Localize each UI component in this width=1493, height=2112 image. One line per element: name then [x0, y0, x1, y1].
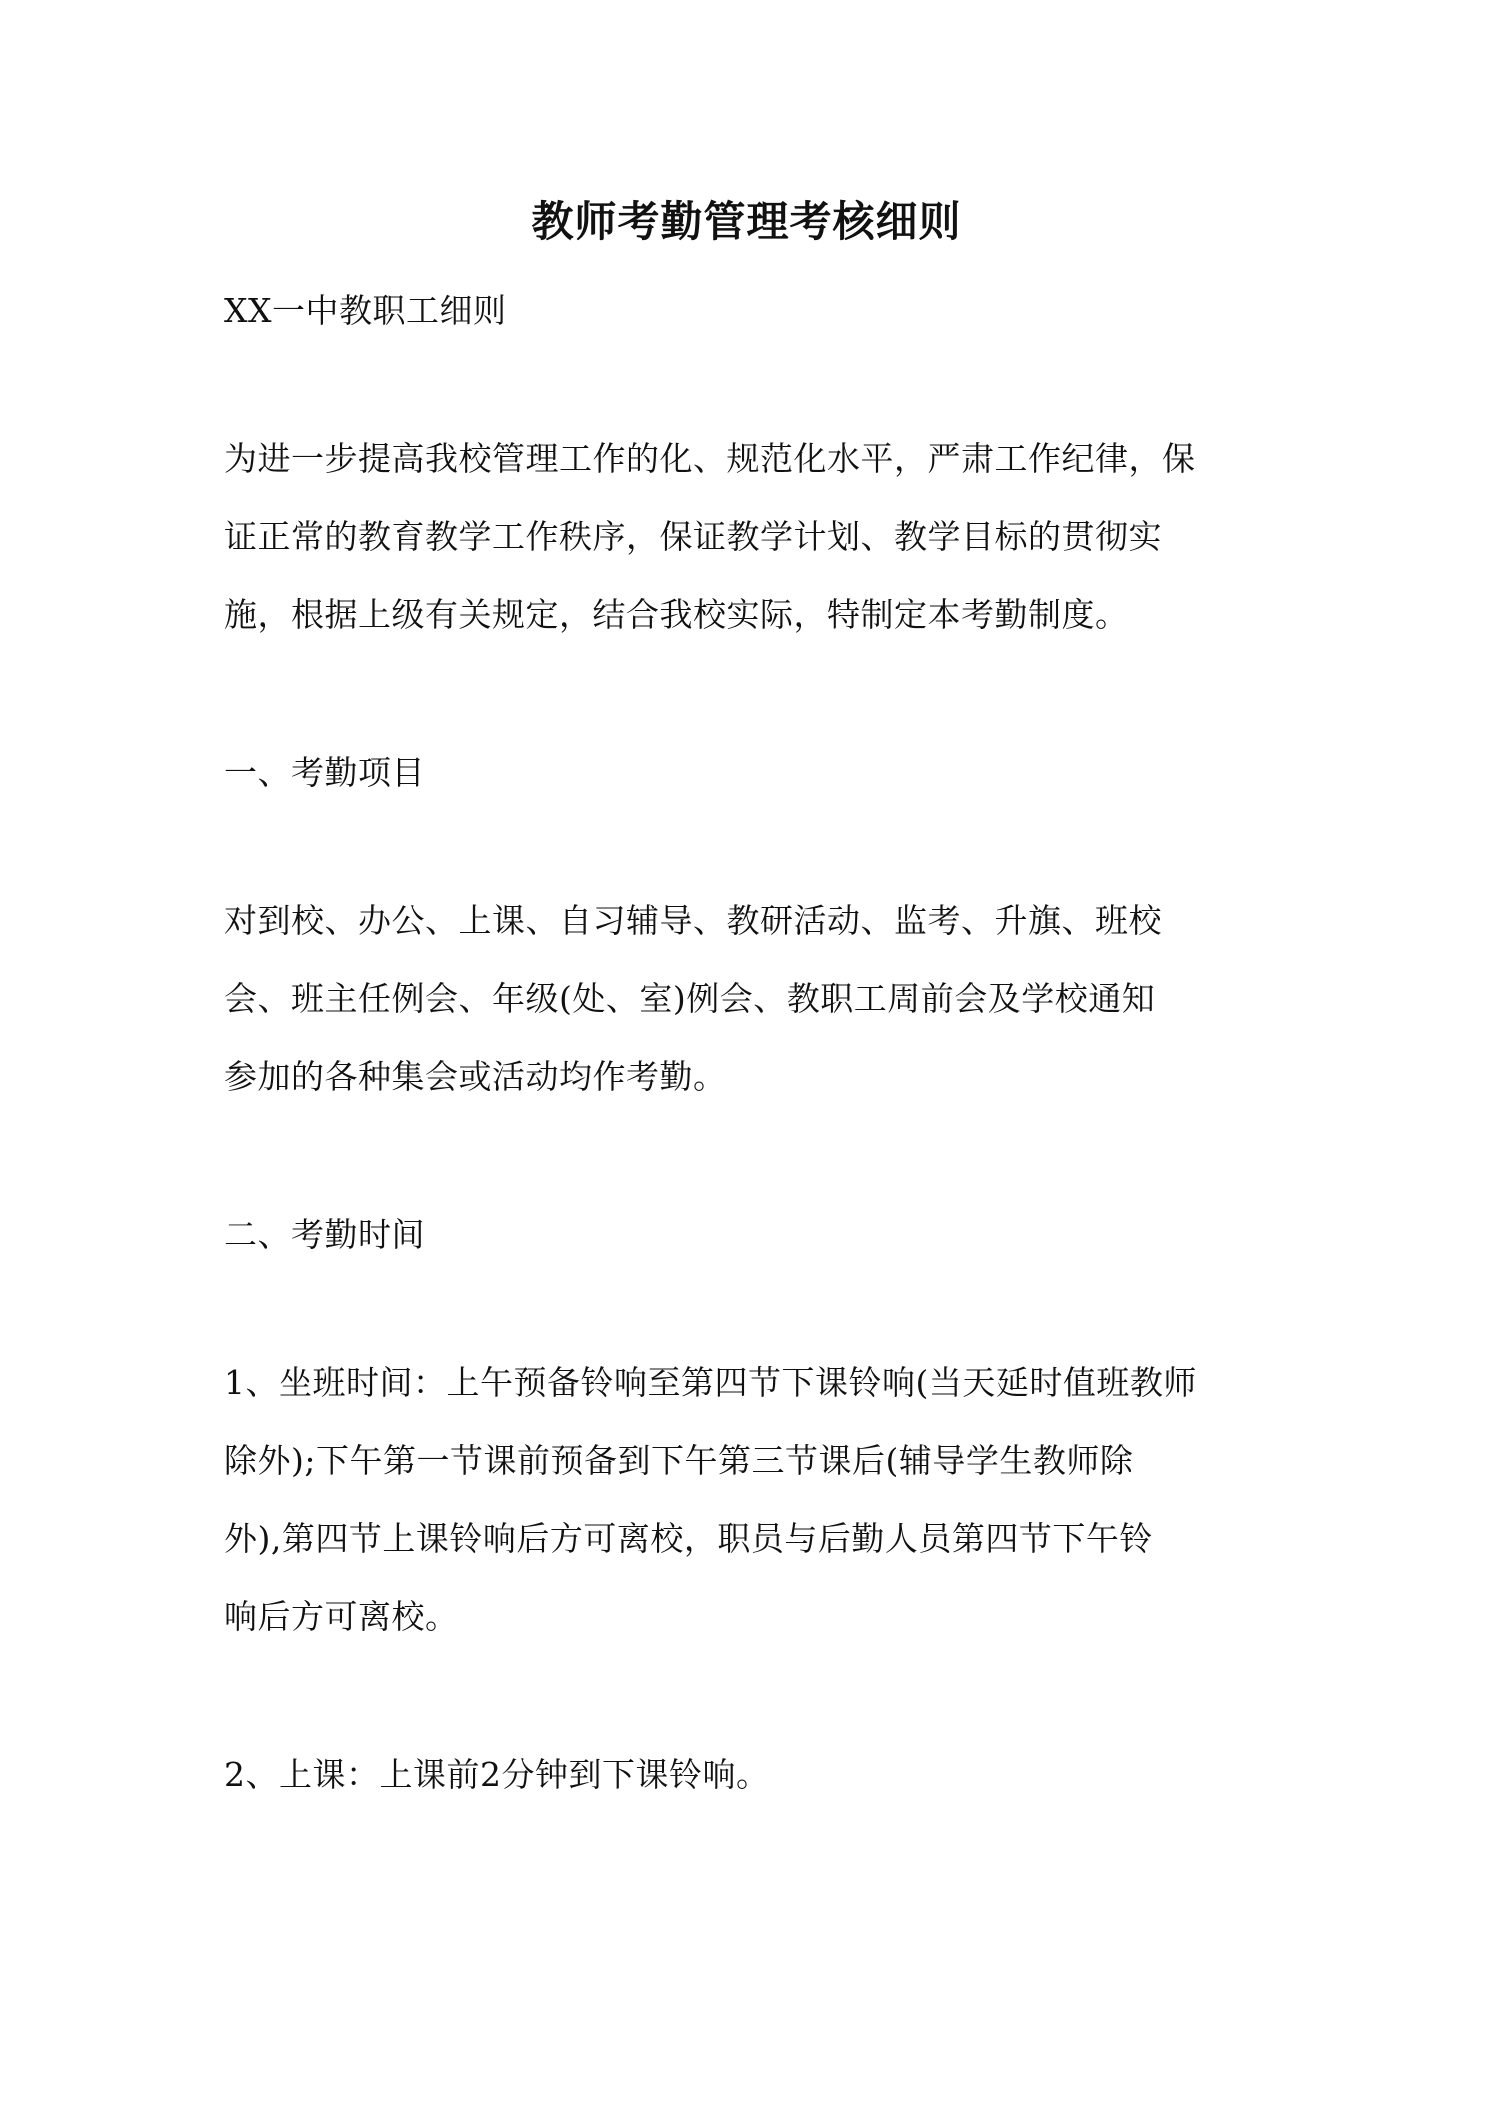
- intro-line: 证正常的教育教学工作秩序，保证教学计划、教学目标的贯彻实: [224, 517, 1162, 556]
- intro-paragraph: [224, 420, 1279, 654]
- section1-line: 对到校、办公、上课、自习辅导、教研活动、监考、升旗、班校: [224, 901, 1162, 940]
- item1-line: 外),第四节上课铃响后方可离校，职员与后勤人员第四节下午铃: [224, 1519, 1153, 1558]
- section1-paragraph: [224, 882, 1279, 1116]
- section1-line: 会、班主任例会、年级(处、室)例会、教职工周前会及学校通知: [224, 979, 1156, 1018]
- item1-line: 除外);下午第一节课前预备到下午第三节课后(辅导学生教师除: [224, 1441, 1134, 1480]
- section2-heading: 二、考勤时间: [224, 1215, 425, 1254]
- document-subtitle: XX一中教职工细则: [224, 291, 507, 330]
- document-title: 教师考勤管理考核细则: [531, 197, 962, 246]
- item1-paragraph: [224, 1344, 1279, 1656]
- intro-line: 施，根据上级有关规定，结合我校实际，特制定本考勤制度。: [224, 595, 1129, 634]
- intro-line: 为进一步提高我校管理工作的化、规范化水平，严肃工作纪律，保: [224, 439, 1196, 478]
- item1-line: 响后方可离校。: [224, 1597, 459, 1636]
- item1-line: 1、坐班时间：上午预备铃响至第四节下课铃响(当天延时值班教师: [224, 1363, 1197, 1402]
- item2-line: 2、上课：上课前2分钟到下课铃响。: [224, 1755, 770, 1794]
- item2-paragraph: [224, 1736, 1279, 1814]
- section1-heading: 一、考勤项目: [224, 753, 425, 792]
- section1-line: 参加的各种集会或活动均作考勤。: [224, 1057, 727, 1096]
